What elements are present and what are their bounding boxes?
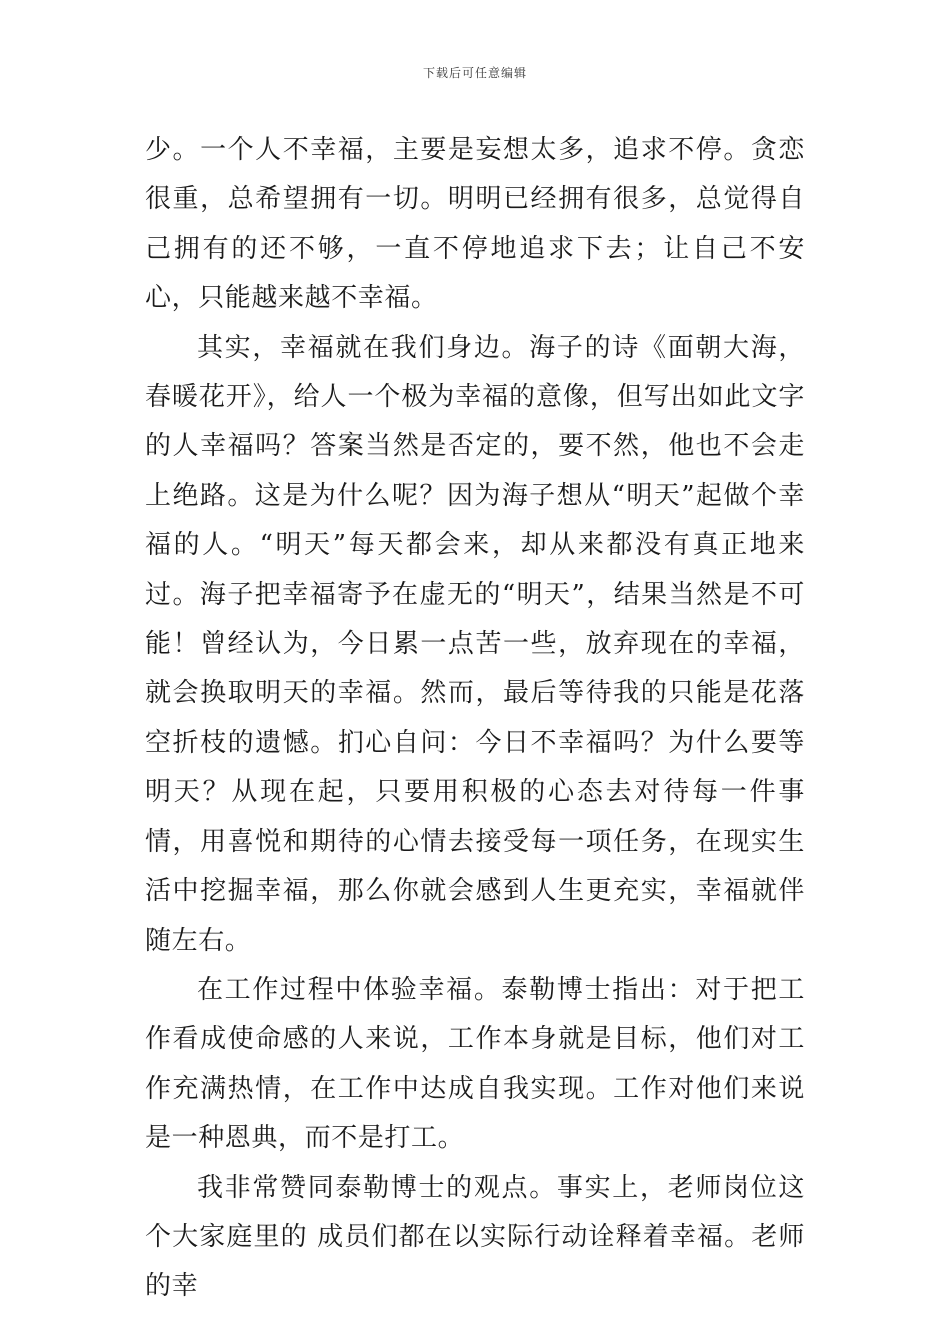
paragraph: 我非常赞同泰勒博士的观点。事实上，老师岗位这个大家庭里的 成员们都在以实际行动诠释着幸福。老师的幸 [145,1172,805,1302]
paragraph: 其实，幸福就在我们身边。海子的诗《面朝大海，春暖花开》，给人一个极为幸福的意像，但写出如此文字的人幸福吗？答案当然是否定的，要不然，他也不会走上绝路。这是为什么呢？因为海子想从“明天”起做个幸福的人。“明天”每天都会来，却从来都没有真正地来过。海子把幸福寄予在虚无的“明天”，结果当然是不可能！曾经认为，今日累一点苦一些，放弃现在的幸福，就会换取明天的幸福。然而，最后等待我的只能是花落空折枝的遗憾。扪心自问：今日不幸福吗？为什么要等明天？从现在起，只要用积极的心态去对待每一件事情，用喜悦和期待的心情去接受每一项任务，在现实生活中挖掘幸福，那么你就会感到人生更充实，幸福就伴随左右。 [145,332,805,956]
paragraph: 少。一个人不幸福，主要是妄想太多，追求不停。贪恋很重，总希望拥有一切。明明已经拥有很多，总觉得自己拥有的还不够，一直不停地追求下去；让自己不安心，只能越来越不幸福。 [145,135,805,314]
document-body [145,126,805,1312]
page-header: 下载后可任意编辑 [422,66,527,80]
paragraph: 在工作过程中体验幸福。泰勒博士指出：对于把工作看成使命感的人来说，工作本身就是目标，他们对工作充满热情，在工作中达成自我实现。工作对他们来说是一种恩典，而不是打工。 [145,974,805,1154]
